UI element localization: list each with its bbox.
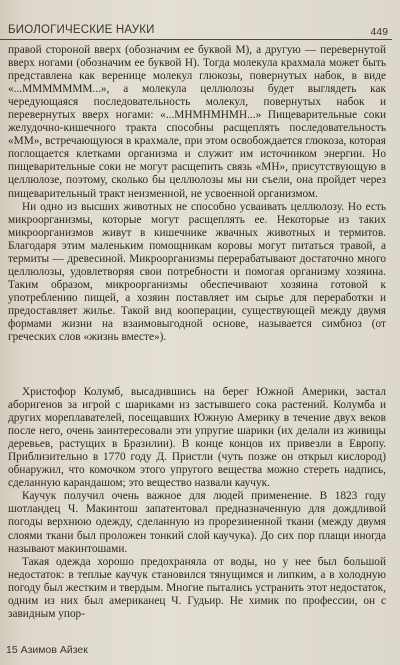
footer-page-ref: 15	[6, 644, 18, 656]
caoutchouc-text	[8, 386, 386, 621]
paragraph-starch-cellulose: правой стороной вверх (обозначим ее буквой M), а другую — перевернутой вверх ногами (обозначим ее буквой H). Тогда молекула крахмала может быть представлена как веренице молекул глюкозы, повернутых набок, в виде «...MMMMMMM...», а молекула целлюлозы будет выглядеть как чередующаяся последовательность молекул, повернутых набок и перевернутых вверх ногами: «...MHMHMHMH...» Пищеварительные соки желудочно-кишечного тракта способны расщеплять последовательность «MM», встречающуюся в крахмале, при этом освобождается глюкоза, которая поглощается клетками организма и служит им источником энергии. Но пищеварительные соки не могут расщепить связь «MH», присутствующую в целлюлозе, поэтому, сколько бы целлюлозы мы ни съели, она пройдет через пищеварительный тракт неизменной, не усвоенной организмом.	[8, 44, 386, 200]
footer-author: Азимов Айзек	[20, 644, 88, 656]
running-header	[0, 22, 400, 42]
paragraph-goodyear: Такая одежда хорошо предохраняла от воды, но у нее был большой недостаток: в теплые каучук становился тянущимся и липким, а в холодную погоду был жестким и твердым. Многие пытались устранить этот недостаток, одним из них был американец Ч. Гудьир. Не химик по профессии, он с завидным упор-	[8, 555, 386, 620]
header-rule	[0, 39, 392, 40]
page-number: 449	[370, 26, 388, 38]
section-title: БИОЛОГИЧЕСКИЕ НАУКИ	[8, 24, 155, 36]
footer	[6, 644, 88, 656]
paragraph-macintosh: Каучук получил очень важное для людей применение. В 1823 году шотландец Ч. Макинтош запатентовал предназначенную для дождливой погоды верхнюю одежду, сделанную из прорезиненной ткани (между двумя слоями ткани был проложен тонкий слой каучука). До сих пор плащи иногда называют макинтошами.	[8, 490, 386, 555]
paragraph-symbiosis: Ни одно из высших животных не способно усваивать целлюлозу. Но есть микроорганизмы, которые могут расщеплять ее. Некоторые из таких микроорганизмов живут в кишечнике жвачных животных и термитов. Благодаря этим маленьким помощникам коровы могут питаться травой, а термиты — древесиной. Микроорганизмы перерабатывают достаточно много целлюлозы, удовлетворяя свои потребности и помогая организму хозяина. Таким образом, микроорганизмы обеспечивают хозяина готовой к употреблению пищей, а хозяин поставляет им сырье для переработки и предоставляет жилье. Такой вид кооперации, существующей между двумя формами жизни на взаимовыгодной основе, называется симбиоз (от греческих слов «жизнь вместе»).	[8, 200, 386, 344]
paragraph-columbus: Христофор Колумб, высадившись на берег Южной Америки, застал аборигенов за игрой с шариками из застывшего сока растений. Колумба и других мореплавателей, посещавших Южную Америку в течение двух веков после него, очень заинтересовали эти упругие шарики (их делали из живицы деревьев, растущих в Бразилии). В конце концов их привезли в Европу. Приблизительно в 1770 году Д. Пристли (чуть позже он открыл кислород) обнаружил, что комочком этого упругого вещества можно стереть надпись, сделанную карандашом; это вещество назвали каучук.	[8, 386, 386, 490]
cellulose-text	[8, 44, 386, 344]
